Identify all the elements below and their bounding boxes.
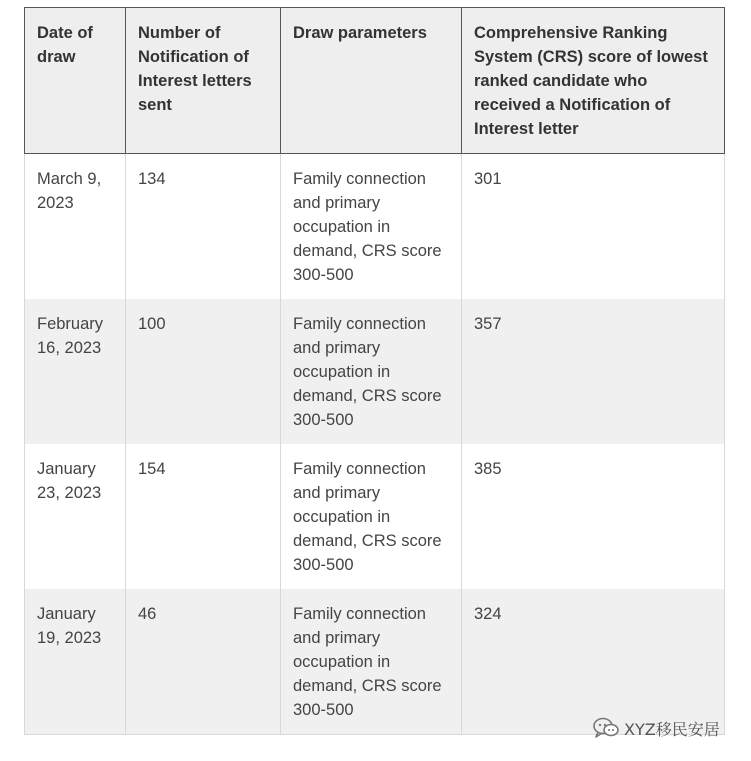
cell-draw-parameters: Family connection and primary occupation in demand, CRS score 300-500: [281, 154, 462, 300]
header-crs-score: Comprehensive Ranking System (CRS) score of lowest ranked candidate who received a Notification of Interest letter: [462, 8, 725, 154]
cell-draw-parameters: Family connection and primary occupation in demand, CRS score 300-500: [281, 589, 462, 735]
watermark-text: XYZ移民安居: [624, 719, 720, 739]
draw-results-table-container: [24, 7, 724, 735]
header-row: [25, 8, 725, 154]
table-row: [25, 444, 725, 589]
cell-letters-sent: 154: [126, 444, 281, 589]
cell-date: February 16, 2023: [25, 299, 126, 444]
table-row: [25, 154, 725, 300]
cell-letters-sent: 46: [126, 589, 281, 735]
watermark: [592, 716, 720, 740]
table-row: [25, 299, 725, 444]
draw-results-table: [24, 7, 725, 735]
cell-crs-score: 357: [462, 299, 725, 444]
cell-draw-parameters: Family connection and primary occupation in demand, CRS score 300-500: [281, 444, 462, 589]
cell-letters-sent: 100: [126, 299, 281, 444]
cell-crs-score: 385: [462, 444, 725, 589]
chat-bubbles-icon: [592, 716, 620, 740]
cell-letters-sent: 134: [126, 154, 281, 300]
header-date-of-draw: Date of draw: [25, 8, 126, 154]
cell-date: March 9, 2023: [25, 154, 126, 300]
cell-crs-score: 301: [462, 154, 725, 300]
cell-date: January 23, 2023: [25, 444, 126, 589]
header-draw-parameters: Draw parameters: [281, 8, 462, 154]
cell-date: January 19, 2023: [25, 589, 126, 735]
header-letters-sent: Number of Notification of Interest letters sent: [126, 8, 281, 154]
cell-draw-parameters: Family connection and primary occupation in demand, CRS score 300-500: [281, 299, 462, 444]
cell-crs-score: 324: [462, 589, 725, 735]
table-header: [25, 8, 725, 154]
table-row: [25, 589, 725, 735]
table-body: [25, 154, 725, 735]
